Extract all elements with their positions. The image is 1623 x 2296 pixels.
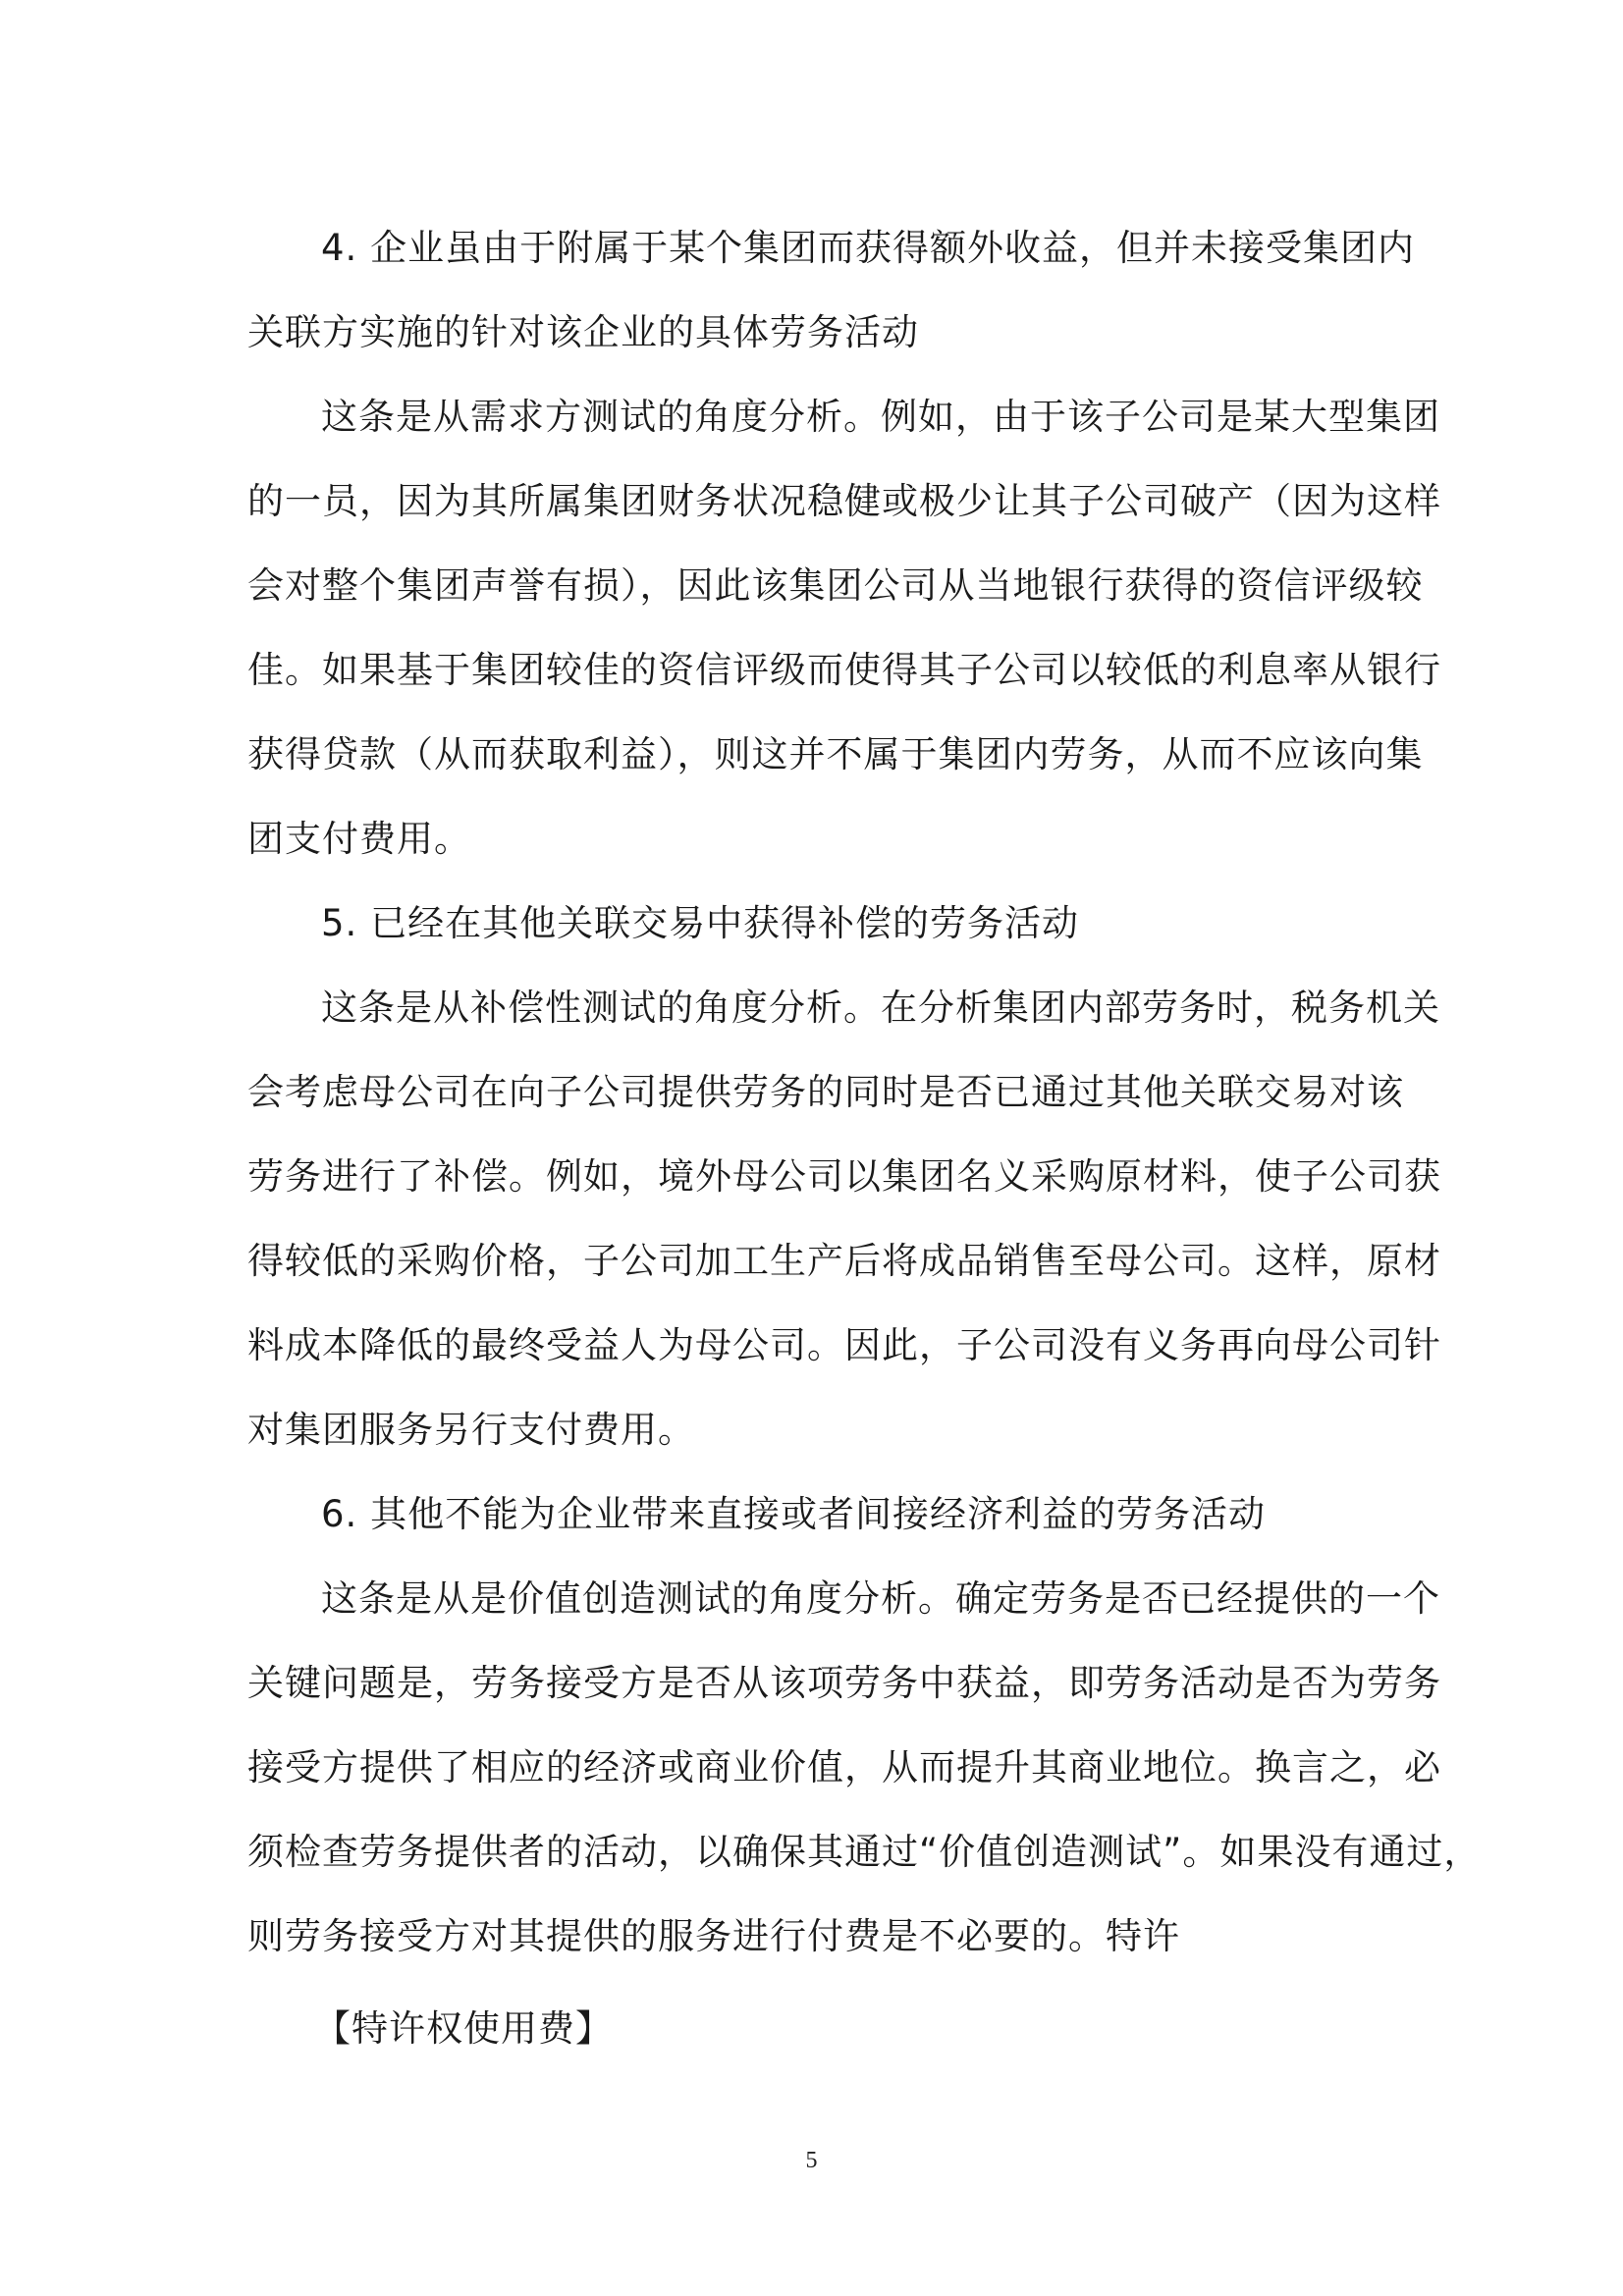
heading-item-4-line-2: 关联方实施的针对该企业的具体劳务活动 xyxy=(247,311,919,353)
page-number: 5 xyxy=(805,2148,818,2173)
section-title-royalty: 【特许权使用费】 xyxy=(314,2007,613,2050)
paragraph-line: 劳务进行了补偿。例如，境外母公司以集团名义采购原材料，使子公司获 xyxy=(247,1155,1441,1198)
heading-item-6: 6. 其他不能为企业带来直接或者间接经济利益的劳务活动 xyxy=(321,1493,1267,1535)
paragraph-line: 接受方提供了相应的经济或商业价值，从而提升其商业地位。换言之，必 xyxy=(247,1746,1441,1789)
paragraph-line: 获得贷款（从而获取利益），则这并不属于集团内劳务，从而不应该向集 xyxy=(247,733,1424,775)
paragraph-line: 会考虑母公司在向子公司提供劳务的同时是否已通过其他关联交易对该 xyxy=(247,1071,1404,1113)
paragraph-line: 会对整个集团声誉有损），因此该集团公司从当地银行获得的资信评级较 xyxy=(247,564,1424,607)
paragraph-line: 佳。如果基于集团较佳的资信评级而使得其子公司以较低的利息率从银行 xyxy=(247,649,1441,691)
paragraph-line: 这条是从需求方测试的角度分析。例如，由于该子公司是某大型集团 xyxy=(321,396,1440,438)
paragraph-line: 则劳务接受方对其提供的服务进行付费是不必要的。特许 xyxy=(247,1915,1180,1957)
spacer xyxy=(247,1979,1386,1987)
paragraph-line: 对集团服务另行支付费用。 xyxy=(247,1409,695,1451)
paragraph-line: 料成本降低的最终受益人为母公司。因此，子公司没有义务再向母公司针 xyxy=(247,1324,1441,1366)
page-body xyxy=(247,206,1482,2071)
paragraph-line: 得较低的采购价格，子公司加工生产后将成品销售至母公司。这样，原材 xyxy=(247,1240,1441,1282)
paragraph-line: 这条是从补偿性测试的角度分析。在分析集团内部劳务时，税务机关 xyxy=(321,987,1440,1029)
paragraph-line: 这条是从是价值创造测试的角度分析。确定劳务是否已经提供的一个 xyxy=(321,1577,1440,1620)
heading-item-5: 5. 已经在其他关联交易中获得补偿的劳务活动 xyxy=(321,902,1080,944)
paragraph-line: 的一员，因为其所属集团财务状况稳健或极少让其子公司破产（因为这样 xyxy=(247,480,1441,522)
paragraph-line: 关键问题是，劳务接受方是否从该项劳务中获益，即劳务活动是否为劳务 xyxy=(247,1662,1441,1704)
paragraph-line: 须检查劳务提供者的活动，以确保其通过“价值创造测试”。如果没有通过， xyxy=(247,1831,1482,1873)
heading-item-4-line-1: 4. 企业虽由于附属于某个集团而获得额外收益，但并未接受集团内 xyxy=(321,227,1416,269)
paragraph-line: 团支付费用。 xyxy=(247,818,471,860)
